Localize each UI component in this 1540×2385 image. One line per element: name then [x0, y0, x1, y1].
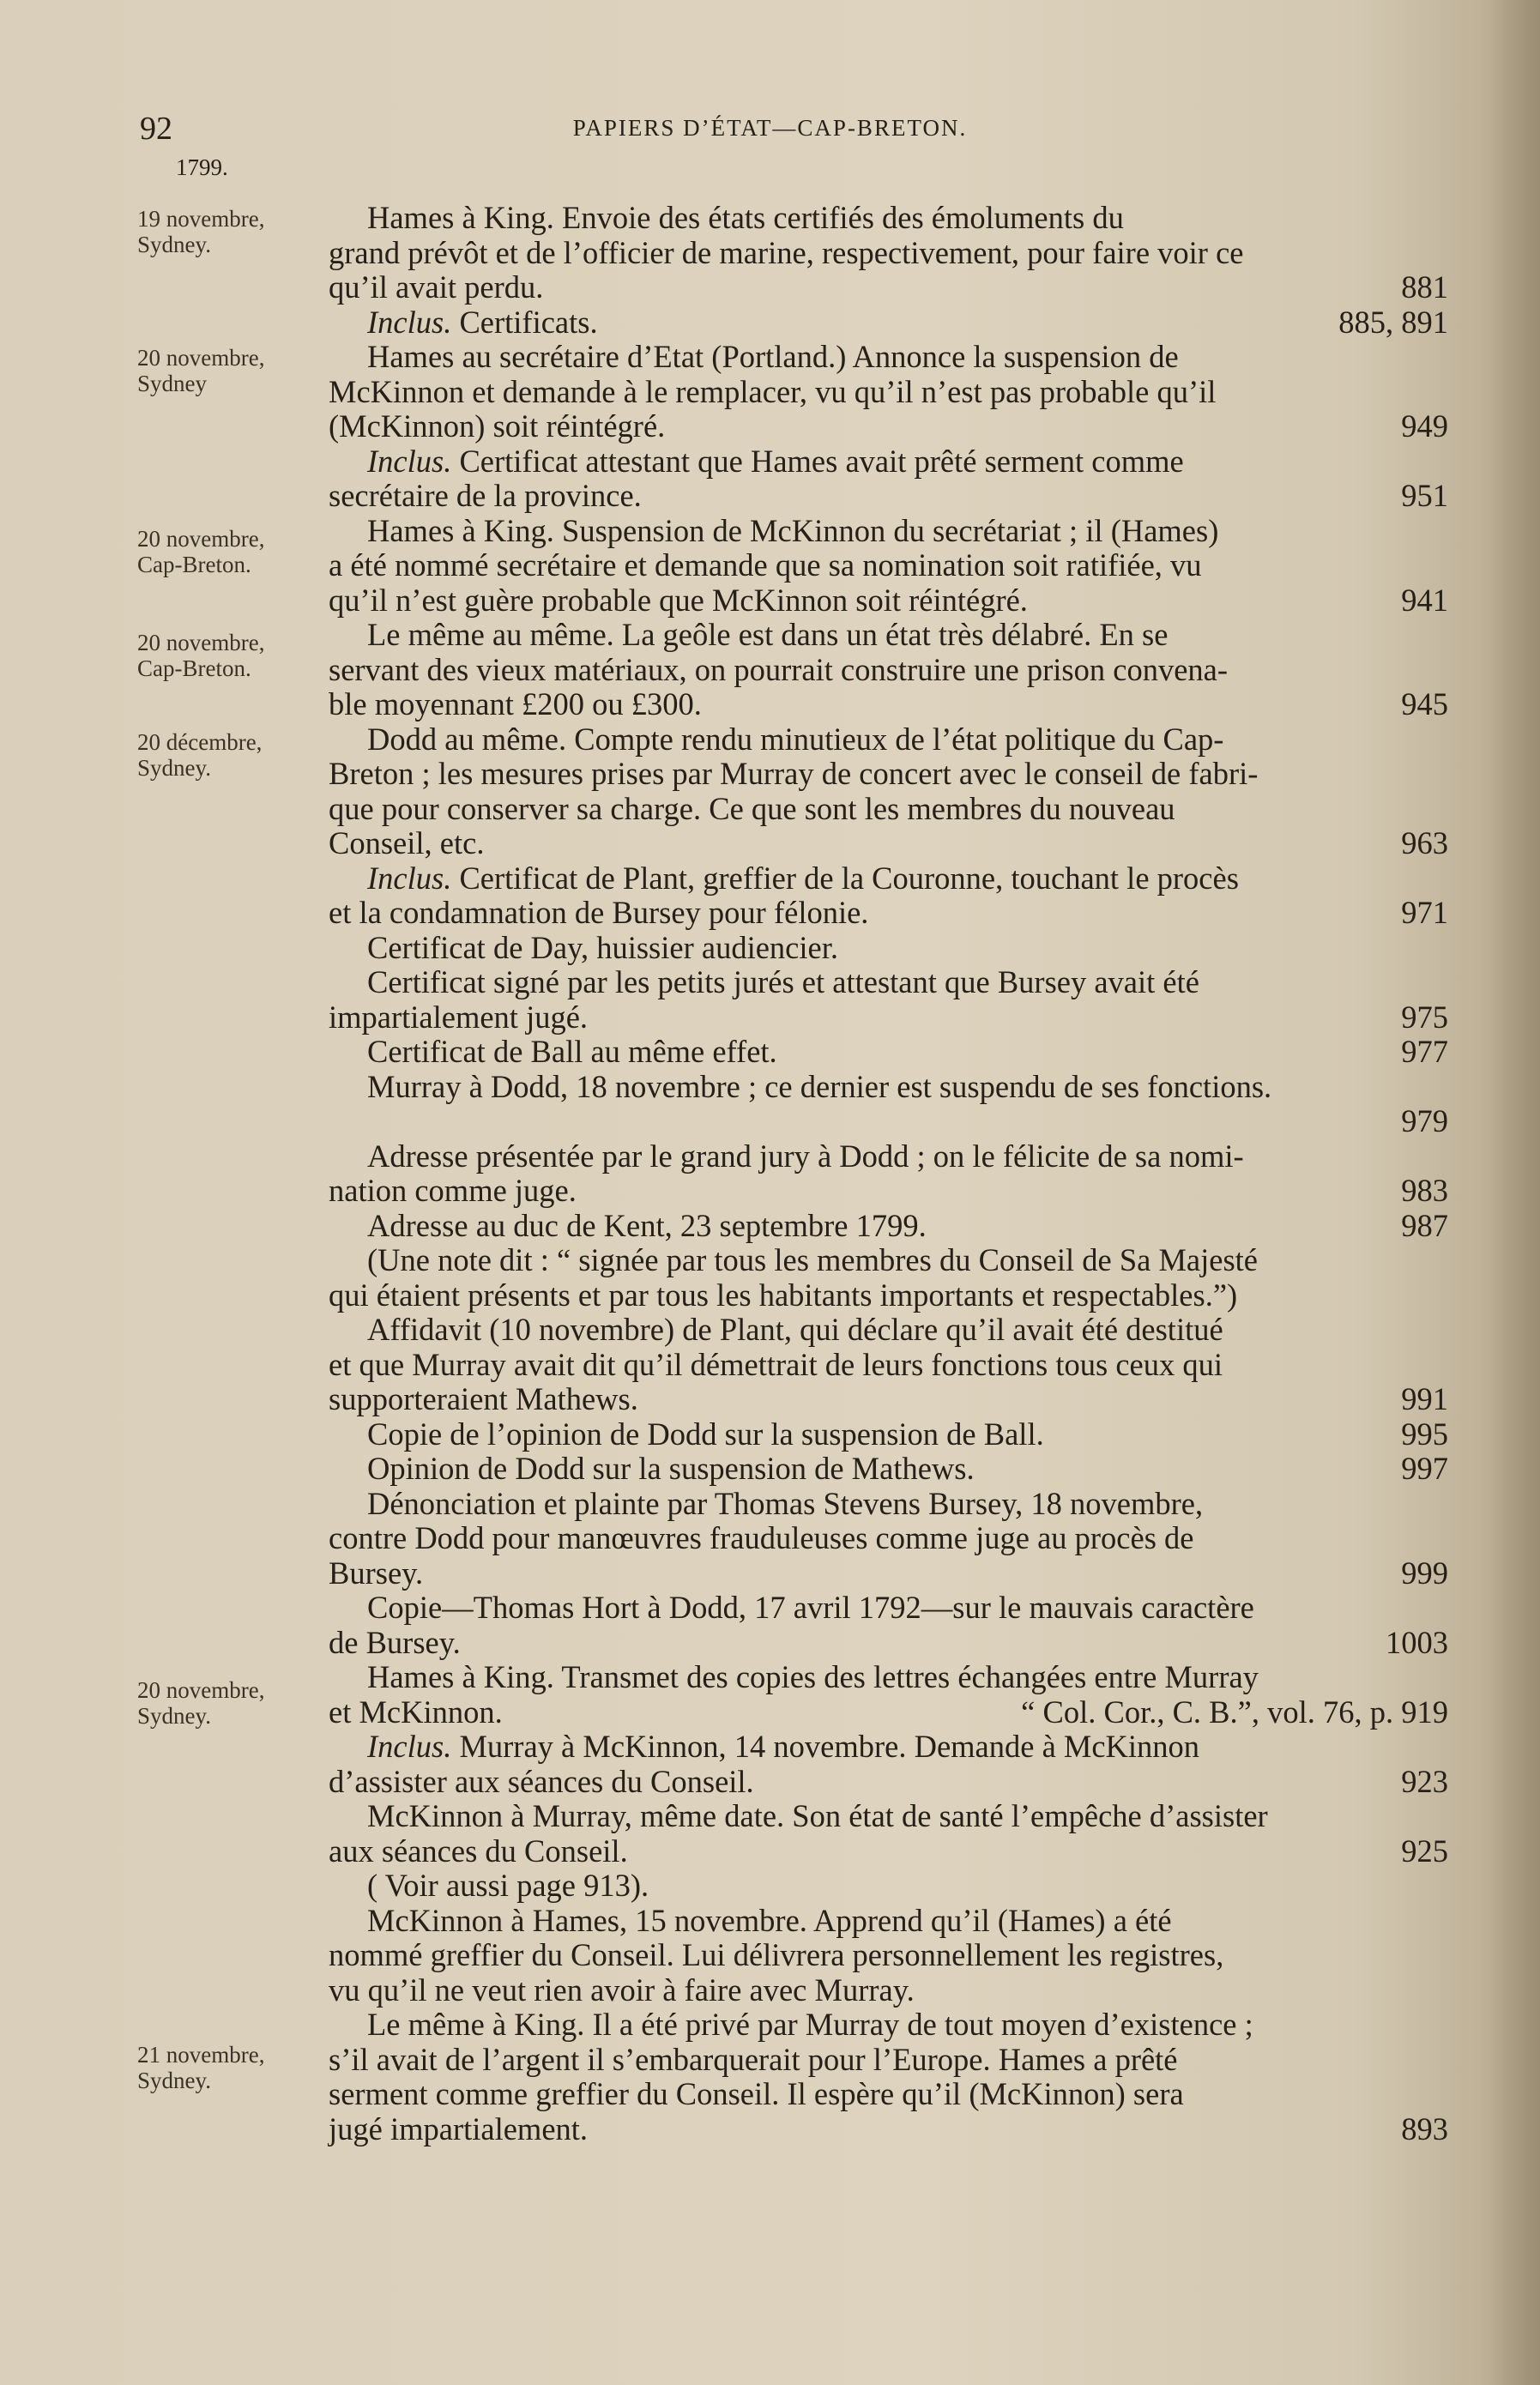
- page-reference: 941: [1401, 582, 1448, 618]
- line-text: Murray à Dodd, 18 novembre ; ce dernier est suspendu de ses fonctions.: [367, 1068, 1272, 1104]
- text-line: [329, 1452, 1448, 1487]
- margin-place: Sydney.: [137, 232, 211, 257]
- margin-place: Sydney.: [137, 755, 211, 781]
- line-text: supporteraient Mathews.: [329, 1381, 638, 1416]
- line-text: Le même à King. Il a été privé par Murray de tout moyen d’existence ;: [367, 2007, 1253, 2042]
- line-text: McKinnon et demande à le remplacer, vu qu’il n’est pas probable qu’il: [329, 373, 1217, 409]
- line-text: Murray à McKinnon, 14 novembre. Demande à McKinnon: [451, 1729, 1200, 1764]
- line-text: contre Dodd pour manœuvres frauduleuses comme juge au procès de: [329, 1520, 1194, 1555]
- line-text: (Une note dit : “ signée par tous les membres du Conseil de Sa Majesté: [367, 1242, 1258, 1277]
- line-text: Opinion de Dodd sur la suspension de Mathews.: [367, 1451, 975, 1486]
- line-text: Le même au même. La geôle est dans un état très délabré. En se: [367, 617, 1169, 652]
- line-text: qu’il n’est guère probable que McKinnon soit réintégré.: [329, 582, 1028, 618]
- text-line: [329, 1765, 1448, 1800]
- line-text: ble moyennant £200 ou £300.: [329, 686, 702, 722]
- margin-date: 20 décembre,: [137, 729, 263, 755]
- line-text: Bursey.: [329, 1555, 424, 1591]
- text-line: [329, 2008, 1448, 2043]
- line-text: Hames à King. Suspension de McKinnon du secrétariat ; il (Hames): [367, 512, 1219, 548]
- text-line: [329, 931, 1448, 966]
- text-line: [329, 792, 1448, 827]
- running-head: PAPIERS D’ÉTAT—CAP-BRETON.: [572, 115, 968, 141]
- text-line: [329, 1869, 1448, 1904]
- line-text: Certificat attestant que Hames avait prêté serment comme: [451, 443, 1184, 479]
- text-line: [329, 722, 1448, 758]
- text-line: [329, 1695, 1448, 1730]
- margin-date: 19 novembre,: [137, 206, 265, 232]
- line-text: serment comme greffier du Conseil. Il espère qu’il (McKinnon) sera: [329, 2076, 1184, 2111]
- line-text: Certificats.: [451, 304, 598, 340]
- text-line: [329, 1243, 1448, 1278]
- line-text: d’assister aux séances du Conseil.: [329, 1763, 754, 1799]
- line-text: qu’il avait perdu.: [329, 269, 544, 305]
- line-text: Dénonciation et plainte par Thomas Stevens Bursey, 18 novembre,: [367, 1485, 1204, 1521]
- text-line: [329, 1417, 1448, 1452]
- text-line: [329, 1313, 1448, 1348]
- text-line: [329, 1730, 1448, 1765]
- line-text: et McKinnon.: [329, 1694, 503, 1730]
- text-line: [329, 444, 1448, 480]
- text-line: [329, 2112, 1448, 2147]
- margin-note: [137, 1677, 335, 1729]
- line-text: nation comme juge.: [329, 1173, 577, 1208]
- line-text: Conseil, etc.: [329, 825, 485, 860]
- margin-date: 20 novembre,: [137, 345, 265, 371]
- page-reference: 999: [1401, 1555, 1448, 1591]
- margin-note: [137, 206, 335, 257]
- text-line: [329, 1104, 1448, 1139]
- line-text: vu qu’il ne veut rien avoir à faire avec Murray.: [329, 1971, 915, 2008]
- margin-note: [137, 345, 335, 396]
- margin-place: Sydney.: [137, 1703, 211, 1729]
- page-reference: 971: [1401, 895, 1448, 930]
- text-line: [329, 1834, 1448, 1869]
- text-line: [329, 1591, 1448, 1626]
- line-text: aux séances du Conseil.: [329, 1833, 628, 1869]
- margin-place: Cap-Breton.: [137, 655, 251, 681]
- body-text: [329, 201, 1448, 2146]
- line-text: Dodd au même. Compte rendu minutieux de l’état politique du Cap-: [367, 721, 1224, 757]
- text-line: [329, 826, 1448, 861]
- text-line: [329, 1521, 1448, 1556]
- line-text: Breton ; les mesures prises par Murray de concert avec le conseil de fabri-: [329, 756, 1259, 791]
- page-reference: 997: [1401, 1451, 1448, 1486]
- margin-note: [137, 630, 335, 681]
- text-line: [329, 1904, 1448, 1939]
- text-line: [329, 1035, 1448, 1070]
- year-heading: 1799.: [176, 154, 228, 180]
- page-reference: 983: [1401, 1173, 1448, 1208]
- margin-note: [137, 526, 335, 577]
- line-text: grand prévôt et de l’officier de marine, respectivement, pour faire voir ce: [329, 234, 1244, 270]
- text-line: [329, 965, 1448, 1000]
- line-text: servant des vieux matériaux, on pourrait construire une prison convena-: [329, 651, 1229, 687]
- page-reference: 991: [1401, 1381, 1448, 1416]
- page-reference: “ Col. Cor., C. B.”, vol. 76, p. 919: [1021, 1694, 1448, 1730]
- margin-date: 20 novembre,: [137, 630, 265, 655]
- text-line: [329, 687, 1448, 722]
- text-line: [329, 375, 1448, 410]
- line-text: Hames à King. Envoie des états certifiés des émoluments du: [367, 200, 1124, 235]
- page-reference: 987: [1401, 1207, 1448, 1243]
- text-line: [329, 479, 1448, 514]
- margin-place: Sydney.: [137, 2068, 211, 2093]
- page-reference: 881: [1401, 269, 1448, 305]
- text-line: [329, 1487, 1448, 1522]
- line-text: Adresse présentée par le grand jury à Dodd ; on le félicite de sa nomi-: [367, 1138, 1244, 1174]
- page-reference: 923: [1401, 1763, 1448, 1799]
- line-text: impartialement jugé.: [329, 999, 589, 1035]
- line-text: ( Voir aussi page 913).: [367, 1868, 649, 1903]
- margin-note: [137, 729, 335, 781]
- page-reference: 975: [1401, 999, 1448, 1035]
- text-line: [329, 201, 1448, 236]
- line-text: de Bursey.: [329, 1624, 461, 1660]
- text-line: [329, 1278, 1448, 1313]
- text-line: [329, 1139, 1448, 1174]
- line-text: McKinnon à Murray, même date. Son état de santé l’empêche d’assister: [367, 1798, 1268, 1833]
- line-text: et la condamnation de Bursey pour félonie.: [329, 895, 869, 930]
- text-line: [329, 1382, 1448, 1417]
- margin-date: 20 novembre,: [137, 526, 265, 552]
- line-text: McKinnon à Hames, 15 novembre. Apprend qu’il (Hames) a été: [367, 1902, 1172, 1938]
- inclus-label: Inclus.: [367, 860, 452, 896]
- line-text: nommé greffier du Conseil. Lui délivrera personnellement les registres,: [329, 1937, 1224, 1972]
- page-reference: 977: [1401, 1034, 1448, 1069]
- line-text: s’il avait de l’argent il s’embarquerait pour l’Europe. Hames a prêté: [329, 2041, 1178, 2077]
- text-line: [329, 1626, 1448, 1661]
- line-text: Copie—Thomas Hort à Dodd, 17 avril 1792—sur le mauvais caractère: [367, 1590, 1254, 1625]
- inclus-label: Inclus.: [367, 304, 452, 340]
- text-line: [329, 1660, 1448, 1695]
- page-number: 92: [140, 111, 172, 147]
- line-text: Affidavit (10 novembre) de Plant, qui déclare qu’il avait été destitué: [367, 1312, 1223, 1347]
- margin-place: Sydney: [137, 371, 207, 396]
- text-line: [329, 236, 1448, 271]
- text-line: [329, 1938, 1448, 1973]
- text-line: [329, 270, 1448, 305]
- line-text: qui étaient présents et par tous les habitants importants et respectables.”): [329, 1277, 1238, 1313]
- text-line: [329, 340, 1448, 375]
- text-line: [329, 2043, 1448, 2078]
- inclus-label: Inclus.: [367, 443, 452, 479]
- text-line: [329, 896, 1448, 931]
- text-line: [329, 583, 1448, 619]
- page-edge-shadow: [1489, 0, 1540, 2385]
- text-line: [329, 757, 1448, 792]
- text-line: [329, 618, 1448, 653]
- margin-date: 21 novembre,: [137, 2042, 265, 2068]
- text-line: [329, 548, 1448, 583]
- page-reference: 963: [1401, 825, 1448, 860]
- line-text: jugé impartialement.: [329, 2110, 589, 2146]
- line-text: a été nommé secrétaire et demande que sa nomination soit ratifiée, vu: [329, 547, 1202, 583]
- line-text: que pour conserver sa charge. Ce que sont les membres du nouveau: [329, 790, 1175, 826]
- line-text: Hames au secrétaire d’Etat (Portland.) Annonce la suspension de: [367, 339, 1179, 374]
- text-line: [329, 861, 1448, 897]
- text-line: [329, 1209, 1448, 1244]
- page-reference: 949: [1401, 408, 1448, 444]
- line-text: Certificat de Day, huissier audiencier.: [367, 929, 838, 965]
- line-text: Copie de l’opinion de Dodd sur la suspension de Ball.: [367, 1416, 1044, 1452]
- text-line: [329, 1000, 1448, 1036]
- margin-place: Cap-Breton.: [137, 552, 251, 577]
- text-line: [329, 305, 1448, 341]
- text-line: [329, 1556, 1448, 1591]
- text-line: [329, 1174, 1448, 1209]
- page-reference: 979: [1401, 1103, 1448, 1138]
- page-reference: 945: [1401, 686, 1448, 722]
- text-line: [329, 1799, 1448, 1834]
- margin-note: [137, 2042, 335, 2093]
- text-line: [329, 1070, 1448, 1105]
- text-line: [329, 653, 1448, 688]
- line-text: Certificat signé par les petits jurés et attestant que Bursey avait été: [367, 964, 1199, 999]
- line-text: Adresse au duc de Kent, 23 septembre 1799.: [367, 1207, 927, 1243]
- page-reference: 1003: [1386, 1624, 1448, 1660]
- text-line: [329, 409, 1448, 444]
- text-line: [329, 514, 1448, 549]
- page-reference: 893: [1401, 2110, 1448, 2146]
- line-text: Certificat de Ball au même effet.: [367, 1034, 777, 1069]
- page-reference: 951: [1401, 478, 1448, 513]
- page-reference: 885, 891: [1338, 304, 1448, 340]
- text-line: [329, 1973, 1448, 2008]
- line-text: Certificat de Plant, greffier de la Couronne, touchant le procès: [451, 860, 1239, 896]
- text-line: [329, 2077, 1448, 2112]
- line-text: Hames à King. Transmet des copies des lettres échangées entre Murray: [367, 1659, 1259, 1694]
- page-reference: 925: [1401, 1833, 1448, 1869]
- inclus-label: Inclus.: [367, 1729, 452, 1764]
- text-line: [329, 1348, 1448, 1383]
- line-text: secrétaire de la province.: [329, 478, 642, 513]
- line-text: et que Murray avait dit qu’il démettrait de leurs fonctions tous ceux qui: [329, 1346, 1223, 1382]
- line-text: (McKinnon) soit réintégré.: [329, 408, 666, 444]
- page-reference: 995: [1401, 1416, 1448, 1452]
- margin-date: 20 novembre,: [137, 1677, 265, 1703]
